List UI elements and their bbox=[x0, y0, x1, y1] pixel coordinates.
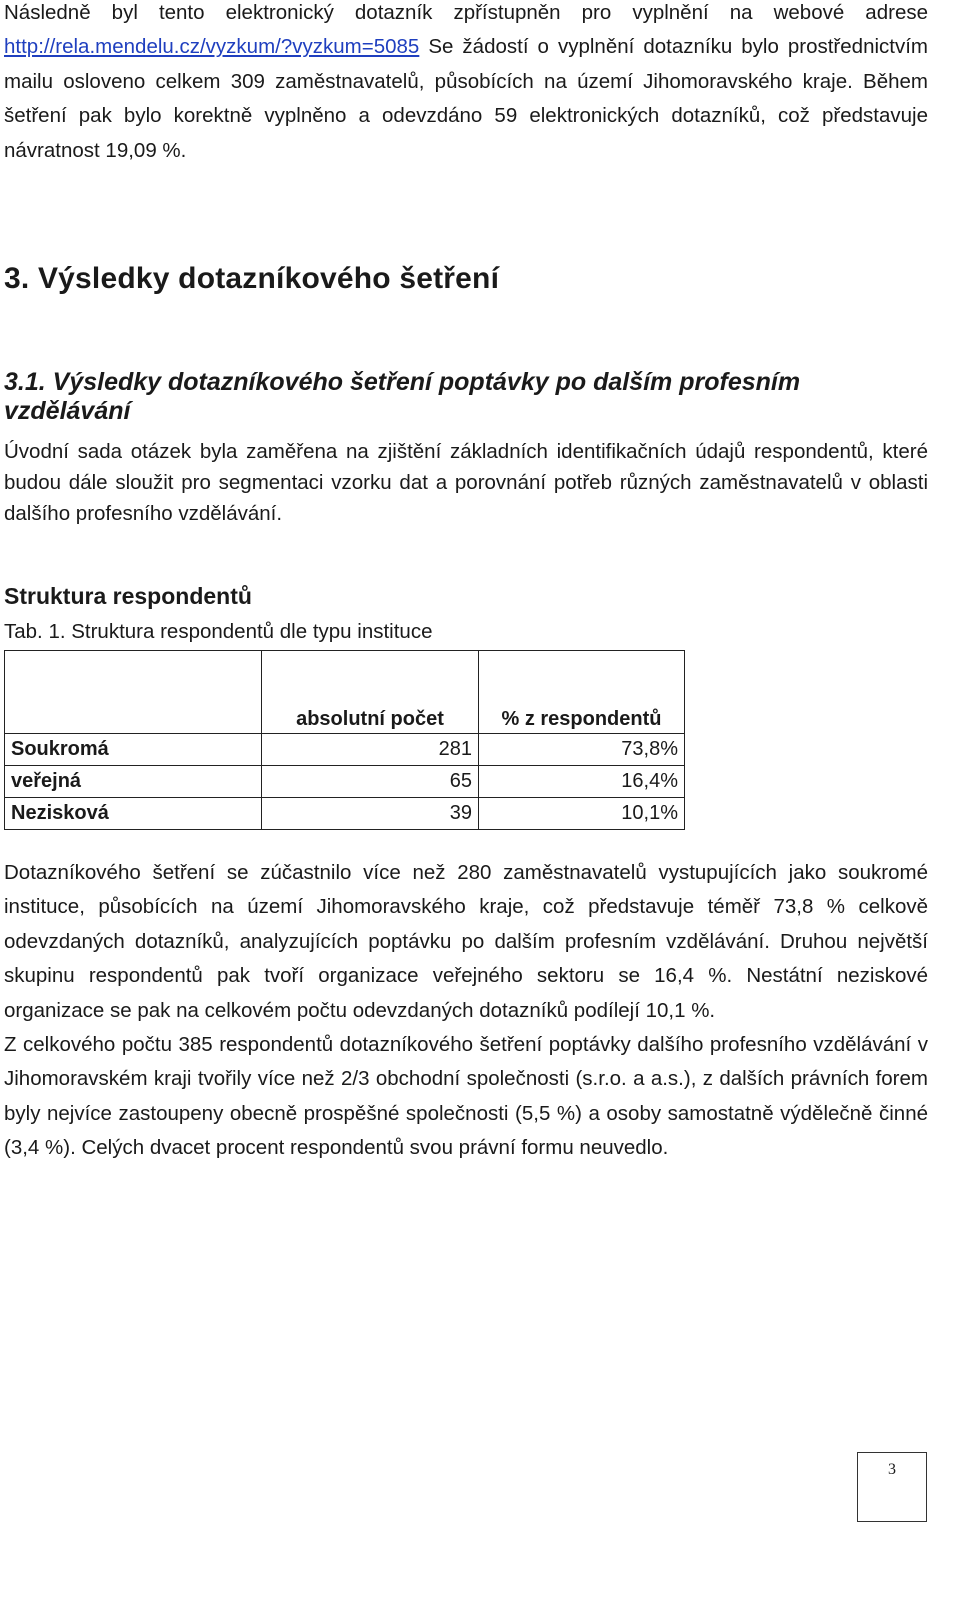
table-header-empty bbox=[5, 651, 262, 734]
row-count: 39 bbox=[262, 798, 479, 830]
table-row bbox=[5, 798, 685, 830]
results-paragraph-2: Z celkového počtu 385 respondentů dotazníkového šetření poptávky dalšího profesního vzdělávání v Jihomoravském kraji tvořily více než 2/3 obchodní společnosti (s.r.o. a a.s.), z dalších právních forem byly nejvíce zastoupeny obecně prospěšné společnosti (5,5 %) a osoby samostatně výdělečně činné (3,4 %). Celých dvacet procent respondentů svou právní formu neuvedlo. bbox=[4, 1033, 928, 1160]
table-row bbox=[5, 734, 685, 766]
section-title: 3. Výsledky dotazníkového šetření bbox=[4, 262, 500, 295]
intro-text-before-link: Následně byl tento elektronický dotazník zpřístupněn pro vyplnění na webové adrese bbox=[4, 1, 928, 24]
row-label: veřejná bbox=[5, 766, 262, 798]
row-count: 281 bbox=[262, 734, 479, 766]
structure-heading: Struktura respondentů bbox=[4, 583, 252, 609]
respondent-structure-table bbox=[4, 650, 685, 830]
row-percent: 10,1% bbox=[479, 798, 685, 830]
intro-paragraph bbox=[4, 0, 928, 168]
row-label: Nezisková bbox=[5, 798, 262, 830]
row-label: Soukromá bbox=[5, 734, 262, 766]
table-header-percent: % z respondentů bbox=[479, 651, 685, 734]
row-count: 65 bbox=[262, 766, 479, 798]
subsection-title: 3.1. Výsledky dotazníkového šetření poptávky po dalším profesním vzdělávání bbox=[4, 368, 801, 425]
row-percent: 73,8% bbox=[479, 734, 685, 766]
table-caption: Tab. 1. Struktura respondentů dle typu instituce bbox=[4, 620, 433, 643]
results-text bbox=[4, 856, 928, 1166]
table-row bbox=[5, 766, 685, 798]
row-percent: 16,4% bbox=[479, 766, 685, 798]
results-paragraph-1: Dotazníkového šetření se zúčastnilo více než 280 zaměstnavatelů vystupujících jako soukromé instituce, působících na území Jihomoravského kraje, což představuje téměř 73,8 % celkově odevzdaných dotazníků, analyzujících poptávku po dalším profesním vzdělávání. Druhou největší skupinu respondentů pak tvoří organizace veřejného sektoru se 16,4 %. Nestátní neziskové organizace se pak na celkovém počtu odevzdaných dotazníků podílejí 10,1 %. bbox=[4, 861, 928, 1022]
intro2-paragraph: Úvodní sada otázek byla zaměřena na zjištění základních identifikačních údajů respondentů, které budou dále sloužit pro segmentaci vzorku dat a porovnání potřeb různých zaměstnavatelů v oblasti dalšího profesního vzdělávání. bbox=[4, 440, 928, 525]
survey-link[interactable]: http://rela.mendelu.cz/vyzkum/?vyzkum=5085 bbox=[4, 35, 420, 59]
intro-text-after-link: Se žádostí o vyplnění dotazníku bylo prostřednictvím mailu osloveno celkem 309 zaměstnavatelů, působících na území Jihomoravského kraje. Během šetření pak bylo korektně vyplněno a odevzdáno 59 elektronických dotazníků, což představuje návratnost 19,09 %. bbox=[4, 35, 928, 162]
table-header-row bbox=[5, 651, 685, 734]
table-header-count: absolutní počet bbox=[262, 651, 479, 734]
page-number: 3 bbox=[857, 1452, 927, 1522]
